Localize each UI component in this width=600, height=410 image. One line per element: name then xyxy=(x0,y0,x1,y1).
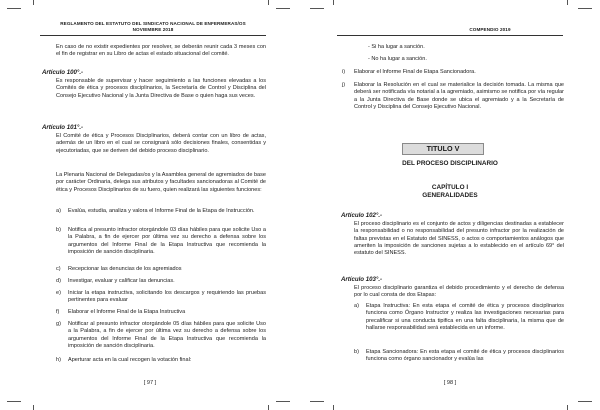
list-item: Iniciar la etapa instructiva, solicitando los descargos y requiriendo las pruebas pertinentes para evaluar xyxy=(68,290,266,304)
list-item: Etapa Sancionadora: En esta etapa el comité de ética y procesos disciplinarios funciona como órgano sancionador y evalúa las xyxy=(366,349,564,363)
list-item-label: c) xyxy=(56,266,61,272)
list-item-label: g) xyxy=(56,321,61,327)
list-item-label: i) xyxy=(342,69,346,75)
list-item-label: j) xyxy=(342,82,346,88)
article-103-text: El proceso disciplinario garantiza el debido procedimiento y el derecho de defensa por lo cual consta de dos Etapas: xyxy=(354,285,564,299)
list-item-label: h) xyxy=(56,357,61,363)
list-item: Notificar al presunto infractor otorgándole 05 días hábiles para que solicite Uso a la Palabra, a fin de ejercer por última vez su derecho a defensa sobre los argumentos del Informe Final de la Etapa Instructiva que recomienda la imposición de sanción disciplinaria. xyxy=(68,321,266,349)
page-number: [ 98 ] xyxy=(443,380,457,386)
chapter-heading: CAPÍTULO I xyxy=(431,184,469,191)
list-item: Investigar, evaluar y calificar las denuncias. xyxy=(68,278,175,284)
list-item-label: b) xyxy=(354,349,359,355)
chapter-subtitle: GENERALIDADES xyxy=(422,192,478,199)
list-item: Elaborar la Resolución en el cual se materialice la decisión tomada. La misma que deberá ser notificada vía notarial a la agremiado, asimismo se notifica por vía regular a la Junta Directiva de Base donde se ubica el agremiado y a la Secretaría de Control y Disciplina del Consejo Ejecutivo Nacional. xyxy=(354,82,564,110)
list-item: Evalúa, estudia, analiza y valora el Informe Final de la Etapa de Instrucción. xyxy=(68,208,255,214)
list-item-label: f) xyxy=(56,309,60,315)
list-item: Recepcionar las denuncias de los agremiados xyxy=(68,266,182,272)
list-item-label: a) xyxy=(56,208,61,214)
list-item: Elaborar el Informe Final de Etapa Sancionadora. xyxy=(354,69,476,75)
list-item-label: a) xyxy=(354,303,359,309)
list-item-label: b) xyxy=(56,227,61,233)
list-item: Notifica al presunto infractor otorgándole 03 días hábiles para que solicite Uso a la Palabra, a fin de ejercer por última vez su derecho a defensa sobre los argumentos del Informe Final de la Etapa Instructiva que recomienda la imposición de sanción disciplinaria. xyxy=(68,227,266,255)
right-page xyxy=(300,0,600,410)
running-header-line2: NOVIEMBRE 2018 xyxy=(132,27,174,32)
list-item-label: e) xyxy=(56,290,61,296)
intro-paragraph: En caso de no existir expedientes por resolver, se deberán reunir cada 3 meses con el fin de registrar en su Libro de actas el estado situacional del comité. xyxy=(56,44,266,58)
header-rule xyxy=(40,35,266,36)
article-102-text: El proceso disciplinario es el conjunto de actos y diligencias destinadas a establecer la responsabilidad o no responsabilidad del presunto infractor por la realización de faltas previstas en el Estatuto del SINESS, o actos o comportamientos análogos que ameriten la imposición de sanciones sujetas a lo establecido en el artículo 69° del estatuto del SINESS. xyxy=(354,221,564,257)
article-100-heading: Artículo 100°.- xyxy=(42,69,84,76)
article-101-paragraph-2: La Plenaria Nacional de Delegadas/os y la Asamblea general de agremiados de base por carácter Ordinaria, delega sus atributos y facultades sancionadoras al Comité de ética y Procesos Disciplinarios de su fuero, quien realizará las siguientes funciones: xyxy=(56,172,266,193)
title-v-box: TITULO V xyxy=(402,143,484,155)
title-v-subtitle: DEL PROCESO DISCIPLINARIO xyxy=(402,160,498,167)
article-100-text: Es responsable de supervisar y hacer seguimiento a las funciones elevadas a los Comités de ética y procesos disciplinarios, la Secretaría de Control y Disciplina del Consejo Ejecutivo Nacional y la Junta Directiva de Base o quien haga sus veces. xyxy=(56,78,266,99)
article-103-heading: Artículo 103°.- xyxy=(341,276,383,283)
article-101-heading: Artículo 101°.- xyxy=(42,124,84,131)
dash-item: - Si ha lugar a sanción. xyxy=(368,44,425,50)
header-rule xyxy=(337,35,563,36)
article-101-paragraph-1: El Comité de ética y Procesos Disciplinarios, deberá contar con un libro de actas, además de un libro en el cual se consignará sólo decisiones finales, consentidas y ejecutoriadas, que se deriven del debido proceso disciplinario. xyxy=(56,133,266,154)
list-item-label: d) xyxy=(56,278,61,284)
list-item: Etapa Instructiva: En esta etapa el comité de ética y procesos disciplinarios funciona como Órgano Instructor y realiza las investigaciones necesarias para precalificar si una conducta tipifica en una falta disciplinaria, la misma que de hallarse responsabilidad será establecida en un informe. xyxy=(366,303,564,331)
list-item: Aperturar acta en la cual recogen la votación final: xyxy=(68,357,192,363)
page-number: [ 97 ] xyxy=(143,380,157,386)
running-header-line1: REGLAMENTO DEL ESTATUTO DEL SINDICATO NACIONAL DE ENFERMERAS/OS xyxy=(60,21,246,26)
list-item: Elaborar el Informe Final de la Etapa Instructiva xyxy=(68,309,186,315)
article-102-heading: Artículo 102°.- xyxy=(341,212,383,219)
dash-item: - No ha lugar a sanción. xyxy=(368,56,427,62)
running-header: COMPENDIO 2019 xyxy=(469,27,511,32)
